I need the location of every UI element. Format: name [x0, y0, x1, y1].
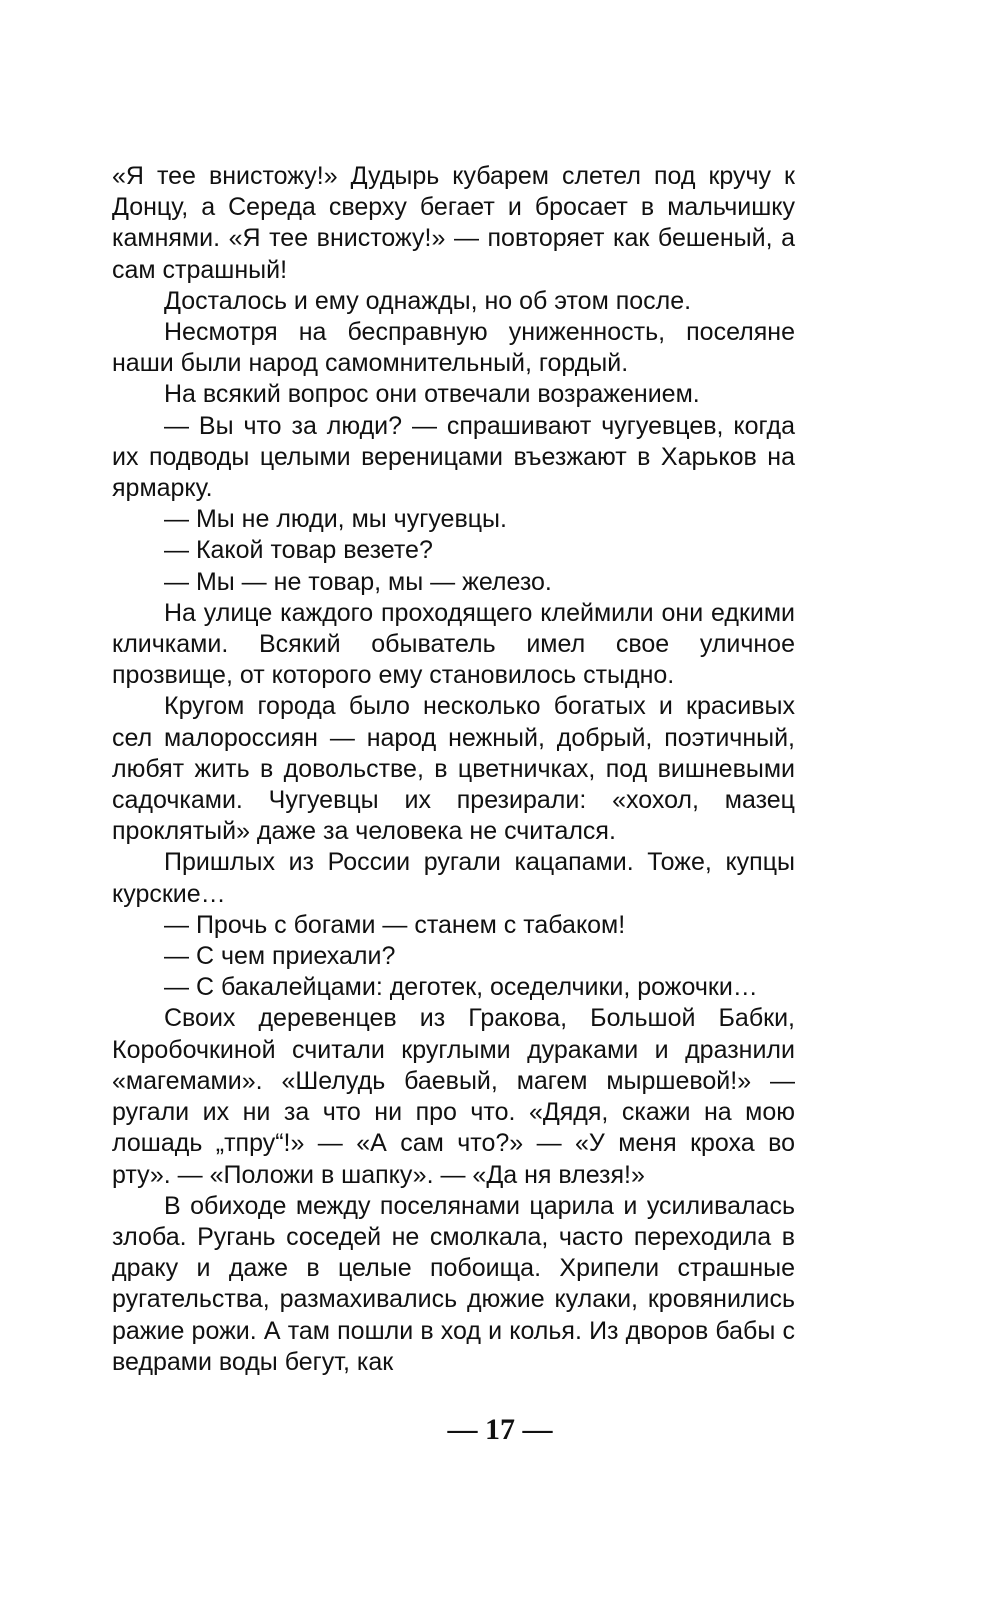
page-number: — 17 —	[447, 1413, 553, 1446]
dialogue-line: — Какой товар везете?	[164, 536, 433, 565]
dialogue-line: — Вы что за люди? — спрашивают чугуевцев, когда их подводы целыми вереницами въезжают в Харьков на ярмарку.	[112, 411, 795, 503]
paragraph: «Я тее внистожу!» Дудырь кубарем слетел под кручу к Донцу, а Середа сверху бегает и бросает в мальчишку камнями. «Я тее внистожу!» — повторяет как бешеный, а сам страшный!	[112, 162, 795, 284]
paragraph: Досталось и ему однажды, но об этом после.	[164, 286, 692, 315]
dialogue-line: — Прочь с богами — станем с табаком!	[164, 910, 626, 939]
dialogue-line: — Мы не люди, мы чугуевцы.	[164, 505, 507, 534]
dialogue-line: — С бакалейцами: деготек, оседелчики, рожочки…	[164, 973, 758, 1002]
paragraph: Своих деревенцев из Гракова, Большой Бабки, Коробочкиной считали круглыми дураками и дразнили «магемами». «Шелудь баевый, магем мыршевой!» — ругали их ни за что ни про что. «Дядя, скажи на мою лошадь „тпру“!» — «А сам что?» — «У меня кроха во рту». — «Положи в шапку». — «Да ня влезя!»	[112, 1004, 795, 1189]
paragraph: На улице каждого проходящего клеймили они едкими кличками. Всякий обыватель имел свое уличное прозвище, от которого ему становилось стыдно.	[112, 598, 795, 690]
body-text	[112, 161, 795, 1378]
paragraph: Несмотря на бесправную униженность, поселяне наши были народ самомнительный, гордый.	[112, 318, 795, 378]
paragraph: Пришлых из России ругали кацапами. Тоже, купцы курские…	[112, 848, 795, 908]
paragraph: Кругом города было несколько богатых и красивых сел малороссиян — народ нежный, добрый, поэтичный, любят жить в довольстве, в цветничках, под вишневыми садочками. Чугуевцы их презирали: «хохол, мазец проклятый» даже за человека не считался.	[112, 692, 795, 846]
dialogue-line: — Мы — не товар, мы — железо.	[164, 567, 552, 596]
dialogue-line: — С чем приехали?	[164, 942, 396, 971]
paragraph: В обиходе между поселянами царила и усиливалась злоба. Ругань соседей не смолкала, часто переходила в драку и даже в целые побоища. Хрипели страшные ругательства, размахивались дюжие кулаки, кровянились ражие рожи. А там пошли в ход и колья. Из дворов бабы с ведрами воды бегут, как	[112, 1191, 795, 1376]
paragraph: На всякий вопрос они отвечали возражением.	[164, 380, 700, 409]
